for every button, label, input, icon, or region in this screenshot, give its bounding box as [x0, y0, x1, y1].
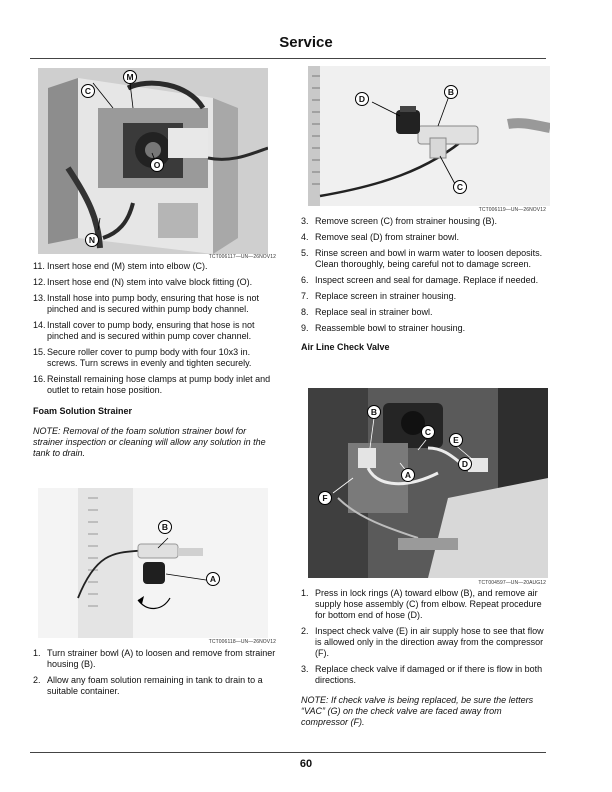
- callout-e: E: [449, 433, 463, 447]
- step-item: [301, 323, 547, 334]
- figure-pump-hose-photo: [38, 68, 268, 254]
- step-number: 3.: [301, 216, 309, 226]
- step-text: Install hose into pump body, ensuring that hose is not pinched and is secured within pump body channel.: [47, 293, 259, 314]
- step-text: Allow any foam solution remaining in tank to drain to a suitable container.: [47, 675, 263, 696]
- step-item: [33, 648, 278, 670]
- right-column-bottom: [301, 588, 547, 728]
- figure-caption: TCT006117—UN—26NOV12: [208, 254, 276, 260]
- left-column-top: [33, 261, 278, 459]
- step-text: Replace seal in strainer bowl.: [315, 307, 433, 317]
- step-item: [33, 261, 278, 272]
- note-label: NOTE:: [301, 695, 329, 705]
- section-heading-foam: Foam Solution Strainer: [33, 406, 133, 416]
- figure-caption: TCT006118—UN—26NOV12: [208, 639, 276, 645]
- step-text: Replace screen in strainer housing.: [315, 291, 457, 301]
- step-number: 14.: [33, 320, 46, 330]
- callout-c: C: [81, 84, 95, 98]
- note-check-valve: [301, 695, 547, 728]
- step-text: Remove seal (D) from strainer bowl.: [315, 232, 460, 242]
- callout-c: C: [421, 425, 435, 439]
- step-item: [301, 216, 547, 227]
- page-number: 60: [299, 758, 313, 770]
- figure-air-line-photo: [308, 388, 548, 578]
- callout-d: D: [355, 92, 369, 106]
- note-label: NOTE:: [33, 426, 61, 436]
- step-number: 13.: [33, 293, 46, 303]
- note-foam: [33, 426, 278, 459]
- step-number: 5.: [301, 248, 309, 258]
- right-column-top: [301, 216, 547, 353]
- figure-strainer-housing-photo: [308, 66, 550, 206]
- step-text: Inspect check valve (E) in air supply hose to see that flow is allowed only in the direction away from the compressor (F).: [315, 626, 544, 658]
- step-item: [33, 675, 278, 697]
- callout-m: M: [123, 70, 137, 84]
- callout-b: B: [444, 85, 458, 99]
- step-number: 3.: [301, 664, 309, 674]
- strainer-bowl-illustration: [38, 488, 268, 638]
- step-number: 12.: [33, 277, 46, 287]
- step-item: [301, 588, 547, 621]
- step-text: Secure roller cover to pump body with four 10x3 in. screws. Turn screws in evenly and tighten securely.: [47, 347, 252, 368]
- step-text: Press in lock rings (A) toward elbow (B), and remove air supply hose assembly (C) from elbow. Repeat procedure for bottom end of hose (D).: [315, 588, 542, 620]
- strainer-housing-illustration: [308, 66, 550, 206]
- foam-steps-list: [33, 648, 278, 697]
- step-text: Reassemble bowl to strainer housing.: [315, 323, 466, 333]
- step-number: 2.: [301, 626, 309, 636]
- step-text: Replace check valve if damaged or if there is flow in both directions.: [315, 664, 543, 685]
- callout-f: F: [318, 491, 332, 505]
- step-text: Remove screen (C) from strainer housing (B).: [315, 216, 498, 226]
- callout-o: O: [150, 158, 164, 172]
- step-item: [33, 320, 278, 342]
- step-text: Insert hose end (M) stem into elbow (C).: [47, 261, 208, 271]
- step-number: 4.: [301, 232, 309, 242]
- step-item: [301, 248, 547, 270]
- figure-caption: TCT006119—UN—26NOV12: [478, 207, 546, 213]
- step-item: [301, 275, 547, 286]
- step-text: Install cover to pump body, ensuring that hose is not pinched and is secured within pump cover channel.: [47, 320, 255, 341]
- callout-a: A: [206, 572, 220, 586]
- callout-c: C: [453, 180, 467, 194]
- step-item: [301, 626, 547, 659]
- step-item: [301, 291, 547, 302]
- step-number: 7.: [301, 291, 309, 301]
- air-line-illustration: [308, 388, 548, 578]
- step-number: 8.: [301, 307, 309, 317]
- step-item: [33, 277, 278, 288]
- note-text: Removal of the foam solution strainer bowl for strainer inspection or cleaning will allow any solution in the tank to drain.: [33, 426, 266, 458]
- figure-strainer-bowl-photo: [38, 488, 268, 638]
- callout-n: N: [85, 233, 99, 247]
- callout-b: B: [367, 405, 381, 419]
- step-text: Rinse screen and bowl in warm water to loosen deposits. Clean thoroughly, being careful not to damage screen.: [315, 248, 543, 269]
- note-text: If check valve is being replaced, be sure the letters “VAC” (G) on the check valve are faced away from compressor (F).: [301, 695, 534, 727]
- callout-d: D: [458, 457, 472, 471]
- step-item: [33, 347, 278, 369]
- callout-b: B: [158, 520, 172, 534]
- page-title: Service: [279, 34, 333, 51]
- air-line-steps-list: [301, 588, 547, 686]
- step-text: Turn strainer bowl (A) to loosen and remove from strainer housing (B).: [47, 648, 276, 669]
- step-number: 1.: [33, 648, 41, 658]
- header-rule: [30, 58, 546, 59]
- callout-a: A: [401, 468, 415, 482]
- step-item: [301, 664, 547, 686]
- step-item: [33, 293, 278, 315]
- pump-steps-list: [33, 261, 278, 396]
- step-number: 15.: [33, 347, 46, 357]
- strainer-steps-list: [301, 216, 547, 334]
- step-item: [33, 374, 278, 396]
- footer-rule: [30, 752, 546, 753]
- step-number: 11.: [33, 261, 45, 271]
- step-item: [301, 307, 547, 318]
- step-text: Insert hose end (N) stem into valve block fitting (O).: [47, 277, 253, 287]
- step-number: 2.: [33, 675, 41, 685]
- step-number: 16.: [33, 374, 46, 384]
- step-number: 9.: [301, 323, 309, 333]
- step-text: Reinstall remaining hose clamps at pump body inlet and outlet to retain hose position.: [47, 374, 271, 395]
- figure-caption: TCT004597—UN—20AUG12: [478, 580, 546, 586]
- step-number: 1.: [301, 588, 309, 598]
- step-text: Inspect screen and seal for damage. Replace if needed.: [315, 275, 539, 285]
- step-number: 6.: [301, 275, 309, 285]
- section-heading-air-line: Air Line Check Valve: [301, 342, 390, 352]
- step-item: [301, 232, 547, 243]
- left-column-bottom: [33, 648, 278, 702]
